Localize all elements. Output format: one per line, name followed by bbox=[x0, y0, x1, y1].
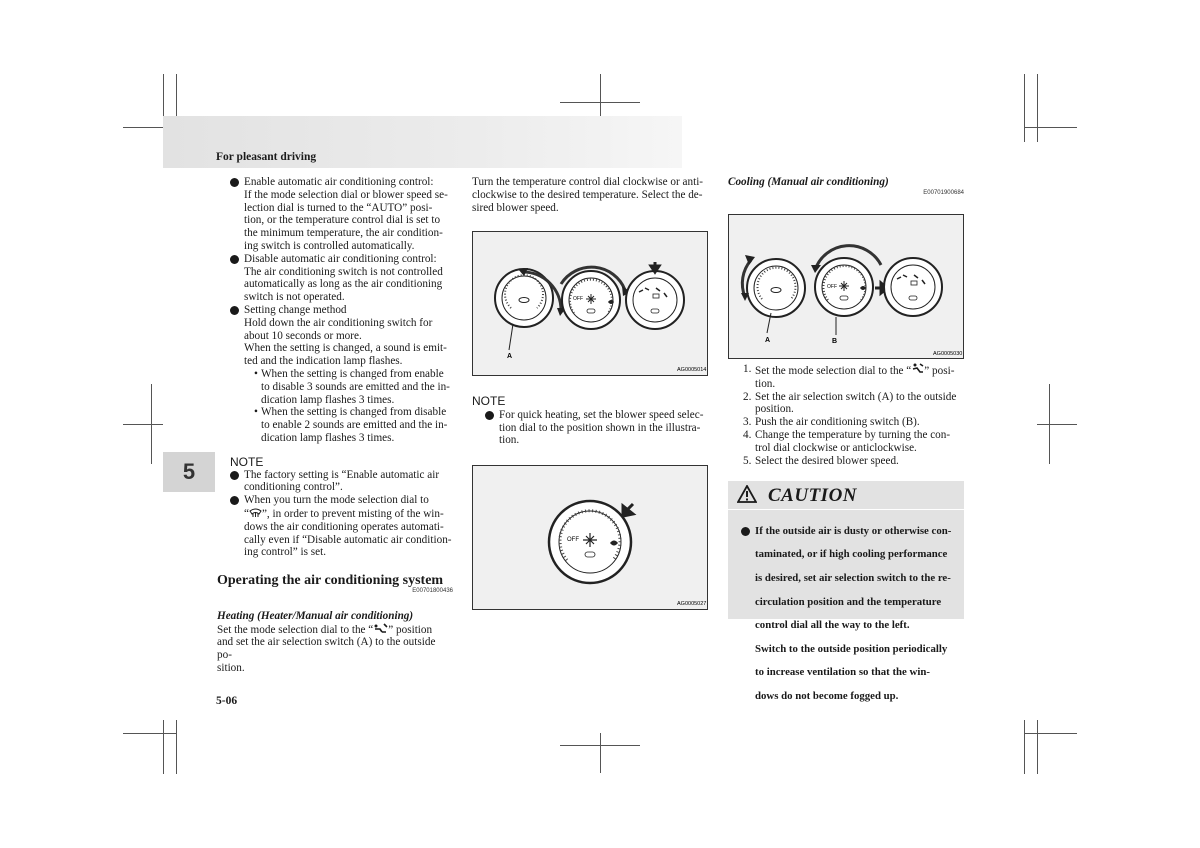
defrost-icon bbox=[249, 507, 262, 518]
warning-triangle-icon bbox=[737, 485, 757, 503]
figure-control-panel-2 bbox=[472, 465, 708, 610]
figure-control-panel-1 bbox=[472, 231, 708, 376]
note-heading: NOTE bbox=[230, 454, 264, 469]
heating-heading: Heating (Heater/Manual air conditioning) bbox=[217, 609, 414, 622]
column-left: Enable automatic air conditioning control: If the mode selection dial or blower speed se- lection dial is turned to the “AUTO” posi- tion, or the temperature control dial is set to the minimum temperature, the air condition- ing switch is controlled automatically. Disable automatic air conditioning control: The air conditioning switch is not controlled automatically as long as the air conditioning switch is not operated. Setting change method Hold down the air conditioning switch for about 10 seconds or more. When the setting is changed, a sound is emit- ted and the indication lamp flashes. • When the setting is changed from enable to disable 3 sounds are emitted and the in- dication lamp flashes 3 times. • When the setting is changed from disable to enable 2 sounds are emitted and the in- dication lamp flashes 3 times. NOTE The factory setting is “Enable automatic air conditioning control”. When you turn the mode selection dial to “ ”, in order to prevent misting of the win- dows the air conditioning operates automati- cally even if “Disable automatic air condition- ing control” is set. Operating the air conditioning system E00701800436 Heating (Heater/Manual air conditioning) Set the mode selection dial to the “ ” position and set the air selection switch (A) to the outside po- sition. bbox=[217, 176, 453, 674]
cooling-code: E00701900684 bbox=[923, 189, 964, 196]
list-item: 1. Set the mode selection dial to the “ ” posi- tion. bbox=[743, 363, 955, 390]
arrow-icon bbox=[623, 504, 633, 516]
label-a: A bbox=[765, 337, 771, 344]
page-number: 5-06 bbox=[216, 695, 238, 707]
section-code: E00701800436 bbox=[412, 587, 453, 594]
list-item: When you turn the mode selection dial to “ ”, in order to prevent misting of the win- dows the air conditioning operates automati- cally even if “Disable automatic air condition- ing control” is set. bbox=[217, 494, 453, 559]
figure-control-panel-3 bbox=[728, 214, 964, 359]
dial-off-label: OFF bbox=[827, 284, 837, 290]
column-right-steps bbox=[728, 363, 964, 467]
label-a: A bbox=[507, 353, 513, 360]
list-item: For quick heating, set the blower speed selec- tion dial to the position shown in the illustra- tion. bbox=[472, 409, 708, 447]
section-title: Operating the air conditioning system bbox=[217, 573, 444, 589]
column-right bbox=[728, 176, 964, 200]
figure-code: AG0005014 bbox=[677, 367, 707, 373]
figure-code: AG0005030 bbox=[933, 351, 963, 357]
chapter-tab: 5 bbox=[163, 452, 215, 492]
list-item: 5. Select the desired blower speed. bbox=[743, 454, 899, 467]
dial-off-label: OFF bbox=[567, 537, 579, 543]
dial-off-label: OFF bbox=[573, 296, 583, 302]
cooling-heading: Cooling (Manual air conditioning) bbox=[728, 176, 889, 188]
sub-list-item: • When the setting is changed from disable to enable 2 sounds are emitted and the in- dication lamp flashes 3 times. bbox=[254, 406, 448, 444]
vent-floor-icon bbox=[911, 363, 924, 375]
list-item: 4. Change the temperature by turning the con- trol dial clockwise or anticlockwise. bbox=[743, 428, 951, 454]
label-b: B bbox=[832, 338, 838, 345]
list-item: 2. Set the air selection switch (A) to the outside position. bbox=[743, 390, 957, 416]
figure-code: AG0005027 bbox=[677, 601, 707, 607]
arrow-icon bbox=[651, 262, 659, 272]
caution-box bbox=[728, 481, 964, 702]
column-middle-note bbox=[472, 395, 708, 447]
caution-title: CAUTION bbox=[768, 485, 858, 506]
list-item: Enable automatic air conditioning control: If the mode selection dial or blower speed se- lection dial is turned to the “AUTO” posi- tion, or the temperature control dial is set to the minimum temperature, the air condition- ing switch is controlled automatically. bbox=[217, 176, 453, 253]
list-item: 3. Push the air conditioning switch (B). bbox=[743, 416, 920, 429]
vent-floor-icon bbox=[373, 623, 388, 634]
column-middle: Turn the temperature control dial clockwise or anti- clockwise to the desired temperature. Select the de- sired blower speed. bbox=[472, 176, 704, 214]
sub-list-item: • When the setting is changed from enable to disable 3 sounds are emitted and the in- dication lamp flashes 3 times. bbox=[254, 367, 450, 406]
list-item: Setting change method Hold down the air conditioning switch for about 10 seconds or more. When the setting is changed, a sound is emit- ted and the indication lamp flashes. bbox=[217, 304, 453, 368]
list-item: If the outside air is dusty or otherwise con- taminated, or if high cooling performance is desired, set air selection switch to the re- circulation position and the temperature control dial all the way to the left. Switch to the outside position periodically to increase ventilation so that the win- dows do not become fogged up. bbox=[728, 525, 960, 703]
list-item: Disable automatic air conditioning control: The air conditioning switch is not controlled automatically as long as the air conditioning switch is not operated. bbox=[217, 253, 453, 304]
list-item: The factory setting is “Enable automatic air conditioning control”. bbox=[217, 469, 453, 495]
page-header-title: For pleasant driving bbox=[216, 151, 317, 163]
note-heading: NOTE bbox=[472, 394, 506, 408]
